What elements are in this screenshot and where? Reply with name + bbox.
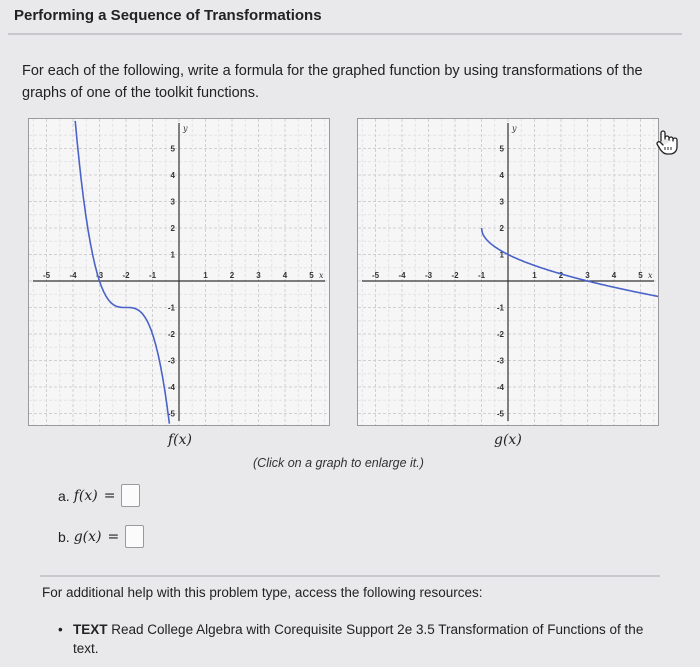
x-tick-label: 2 <box>229 271 235 280</box>
help-intro: For additional help with this problem type, access the following resources: <box>42 585 483 600</box>
answer-b-input[interactable] <box>125 525 144 548</box>
answer-b-function: g(x) <box>73 528 102 545</box>
answer-a-function: f(x) <box>73 487 98 504</box>
pointer-hand-icon <box>652 128 680 156</box>
y-tick-label: -3 <box>167 356 175 366</box>
resource-item[interactable] <box>58 620 668 658</box>
instructions-text: For each of the following, write a formula for the graphed function by using transformations of the graphs of one of the toolkit functions. <box>22 63 643 101</box>
answer-b-prefix: b. <box>58 528 70 545</box>
x-tick-label: 1 <box>203 271 208 280</box>
x-tick-label: -3 <box>95 271 104 280</box>
x-tick-label: 2 <box>558 271 564 280</box>
x-tick-label: 5 <box>638 271 643 280</box>
y-tick-label: -2 <box>167 330 175 339</box>
y-tick-label: 1 <box>170 250 175 260</box>
y-tick-label: 4 <box>499 171 504 180</box>
y-tick-label: -1 <box>167 303 175 313</box>
y-tick-label: 3 <box>170 197 175 207</box>
y-tick-label: 3 <box>499 197 504 207</box>
y-tick-label: -2 <box>496 330 504 339</box>
x-tick-label: 5 <box>309 271 314 280</box>
answer-row-a <box>58 484 140 507</box>
y-tick-label: -1 <box>496 303 504 313</box>
x-axis-label: x <box>319 271 324 280</box>
y-tick-label: 5 <box>170 144 175 154</box>
x-tick-label: -4 <box>69 271 77 280</box>
x-tick-label: -5 <box>42 271 51 280</box>
y-axis-label: y <box>183 124 188 133</box>
x-tick-label: 1 <box>532 271 537 280</box>
y-tick-label: 2 <box>499 224 504 233</box>
x-tick-label: -5 <box>371 271 380 280</box>
graph-g-label: g(x) <box>494 432 522 448</box>
x-tick-label: -1 <box>148 271 157 280</box>
graph-g[interactable] <box>357 118 659 426</box>
x-tick-label: 3 <box>585 271 590 280</box>
x-tick-label: 4 <box>282 271 288 280</box>
answer-b-equals: = <box>107 528 120 545</box>
x-axis-label: x <box>648 271 653 280</box>
page-title: Performing a Sequence of Transformations <box>14 7 322 24</box>
graph-f-plot <box>29 119 329 425</box>
y-tick-label: 2 <box>170 224 175 233</box>
y-tick-label: -5 <box>496 409 504 419</box>
answer-a-prefix: a. <box>58 487 70 504</box>
x-tick-label: -2 <box>122 271 130 280</box>
x-tick-label: 4 <box>611 271 617 280</box>
resource-body <box>73 620 668 658</box>
answer-row-b <box>58 525 144 548</box>
y-tick-label: 1 <box>499 250 504 260</box>
title-divider <box>8 33 682 35</box>
bullet-icon: • <box>58 622 63 637</box>
help-divider <box>40 575 660 577</box>
y-tick-label: -4 <box>167 383 175 392</box>
answer-a-equals: = <box>103 487 116 504</box>
x-tick-label: 3 <box>256 271 261 280</box>
y-tick-label: -4 <box>496 383 504 392</box>
x-tick-label: -3 <box>424 271 433 280</box>
x-tick-label: -4 <box>398 271 406 280</box>
x-tick-label: -2 <box>451 271 459 280</box>
graph-f-label: f(x) <box>168 432 193 448</box>
y-tick-label: -5 <box>167 409 175 419</box>
y-tick-label: 5 <box>499 144 504 154</box>
y-tick-label: -3 <box>496 356 504 366</box>
click-to-enlarge-note: (Click on a graph to enlarge it.) <box>253 456 424 470</box>
graph-g-plot <box>358 119 658 425</box>
y-axis-label: y <box>512 124 517 133</box>
resource-tag: TEXT <box>73 622 108 637</box>
answer-a-input[interactable] <box>121 484 140 507</box>
y-tick-label: 4 <box>170 171 175 180</box>
x-tick-label: -1 <box>477 271 486 280</box>
resource-text: Read College Algebra with Corequisite Support 2e 3.5 Transformation of Functions of the text. <box>73 622 644 656</box>
graph-f[interactable] <box>28 118 330 426</box>
